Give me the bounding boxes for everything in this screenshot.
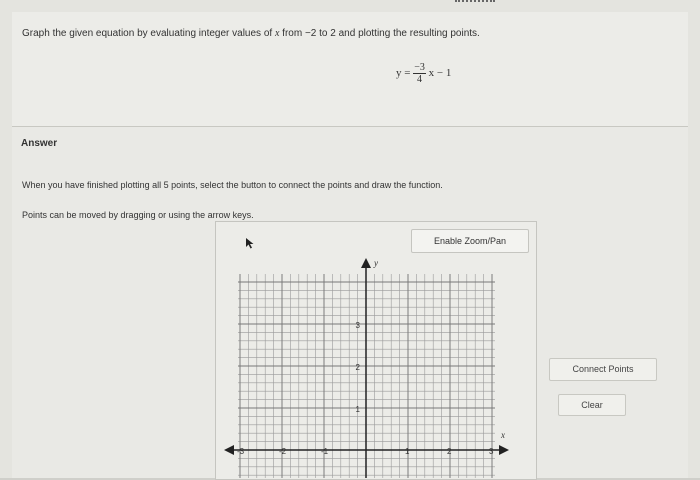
x-tick-label: 2 xyxy=(447,447,452,456)
question-section xyxy=(12,12,688,127)
axes xyxy=(224,258,509,478)
connect-points-button[interactable]: Connect Points xyxy=(549,358,657,381)
x-tick-label: -3 xyxy=(237,447,245,456)
answer-section xyxy=(12,127,688,478)
y-tick-label: 2 xyxy=(355,363,360,372)
arrow-up-icon xyxy=(361,258,371,268)
x-tick-label: 1 xyxy=(405,447,410,456)
question-prompt xyxy=(22,28,480,39)
y-axis-label: y xyxy=(374,258,378,268)
x-tick-label: 3 xyxy=(489,447,494,456)
coordinate-grid[interactable] xyxy=(216,252,536,478)
prompt-variable: x xyxy=(274,28,280,39)
instruction-connect: When you have finished plotting all 5 points, select the button to connect the points and draw the function. xyxy=(22,180,443,190)
equation-denominator: 4 xyxy=(417,74,423,85)
equation-fraction xyxy=(413,62,426,85)
arrow-left-icon xyxy=(224,445,234,455)
x-axis-label: x xyxy=(501,430,505,440)
y-tick-label: 1 xyxy=(355,405,360,414)
answer-label: Answer xyxy=(21,138,58,149)
equation-rhs: x − 1 xyxy=(428,67,452,80)
tick-labels xyxy=(237,258,505,478)
instruction-move: Points can be moved by dragging or using the arrow keys. xyxy=(22,210,254,220)
equation xyxy=(396,62,451,85)
arrow-right-icon xyxy=(499,445,509,455)
graph-tool[interactable] xyxy=(215,221,537,480)
prompt-text-start: Graph the given equation by evaluating integer values of xyxy=(22,28,275,39)
x-tick-label: -2 xyxy=(279,447,287,456)
prompt-text-end: from −2 to 2 and plotting the resulting points. xyxy=(279,28,480,39)
equation-lhs: y = xyxy=(396,67,411,80)
clear-button[interactable]: Clear xyxy=(558,394,626,416)
equation-numerator: −3 xyxy=(414,62,425,73)
y-tick-label: 3 xyxy=(355,321,360,330)
top-dotted-strip xyxy=(455,0,495,4)
enable-zoom-pan-button[interactable]: Enable Zoom/Pan xyxy=(411,229,529,253)
x-tick-label: -1 xyxy=(321,447,329,456)
cursor-arrow-icon[interactable] xyxy=(245,237,255,249)
